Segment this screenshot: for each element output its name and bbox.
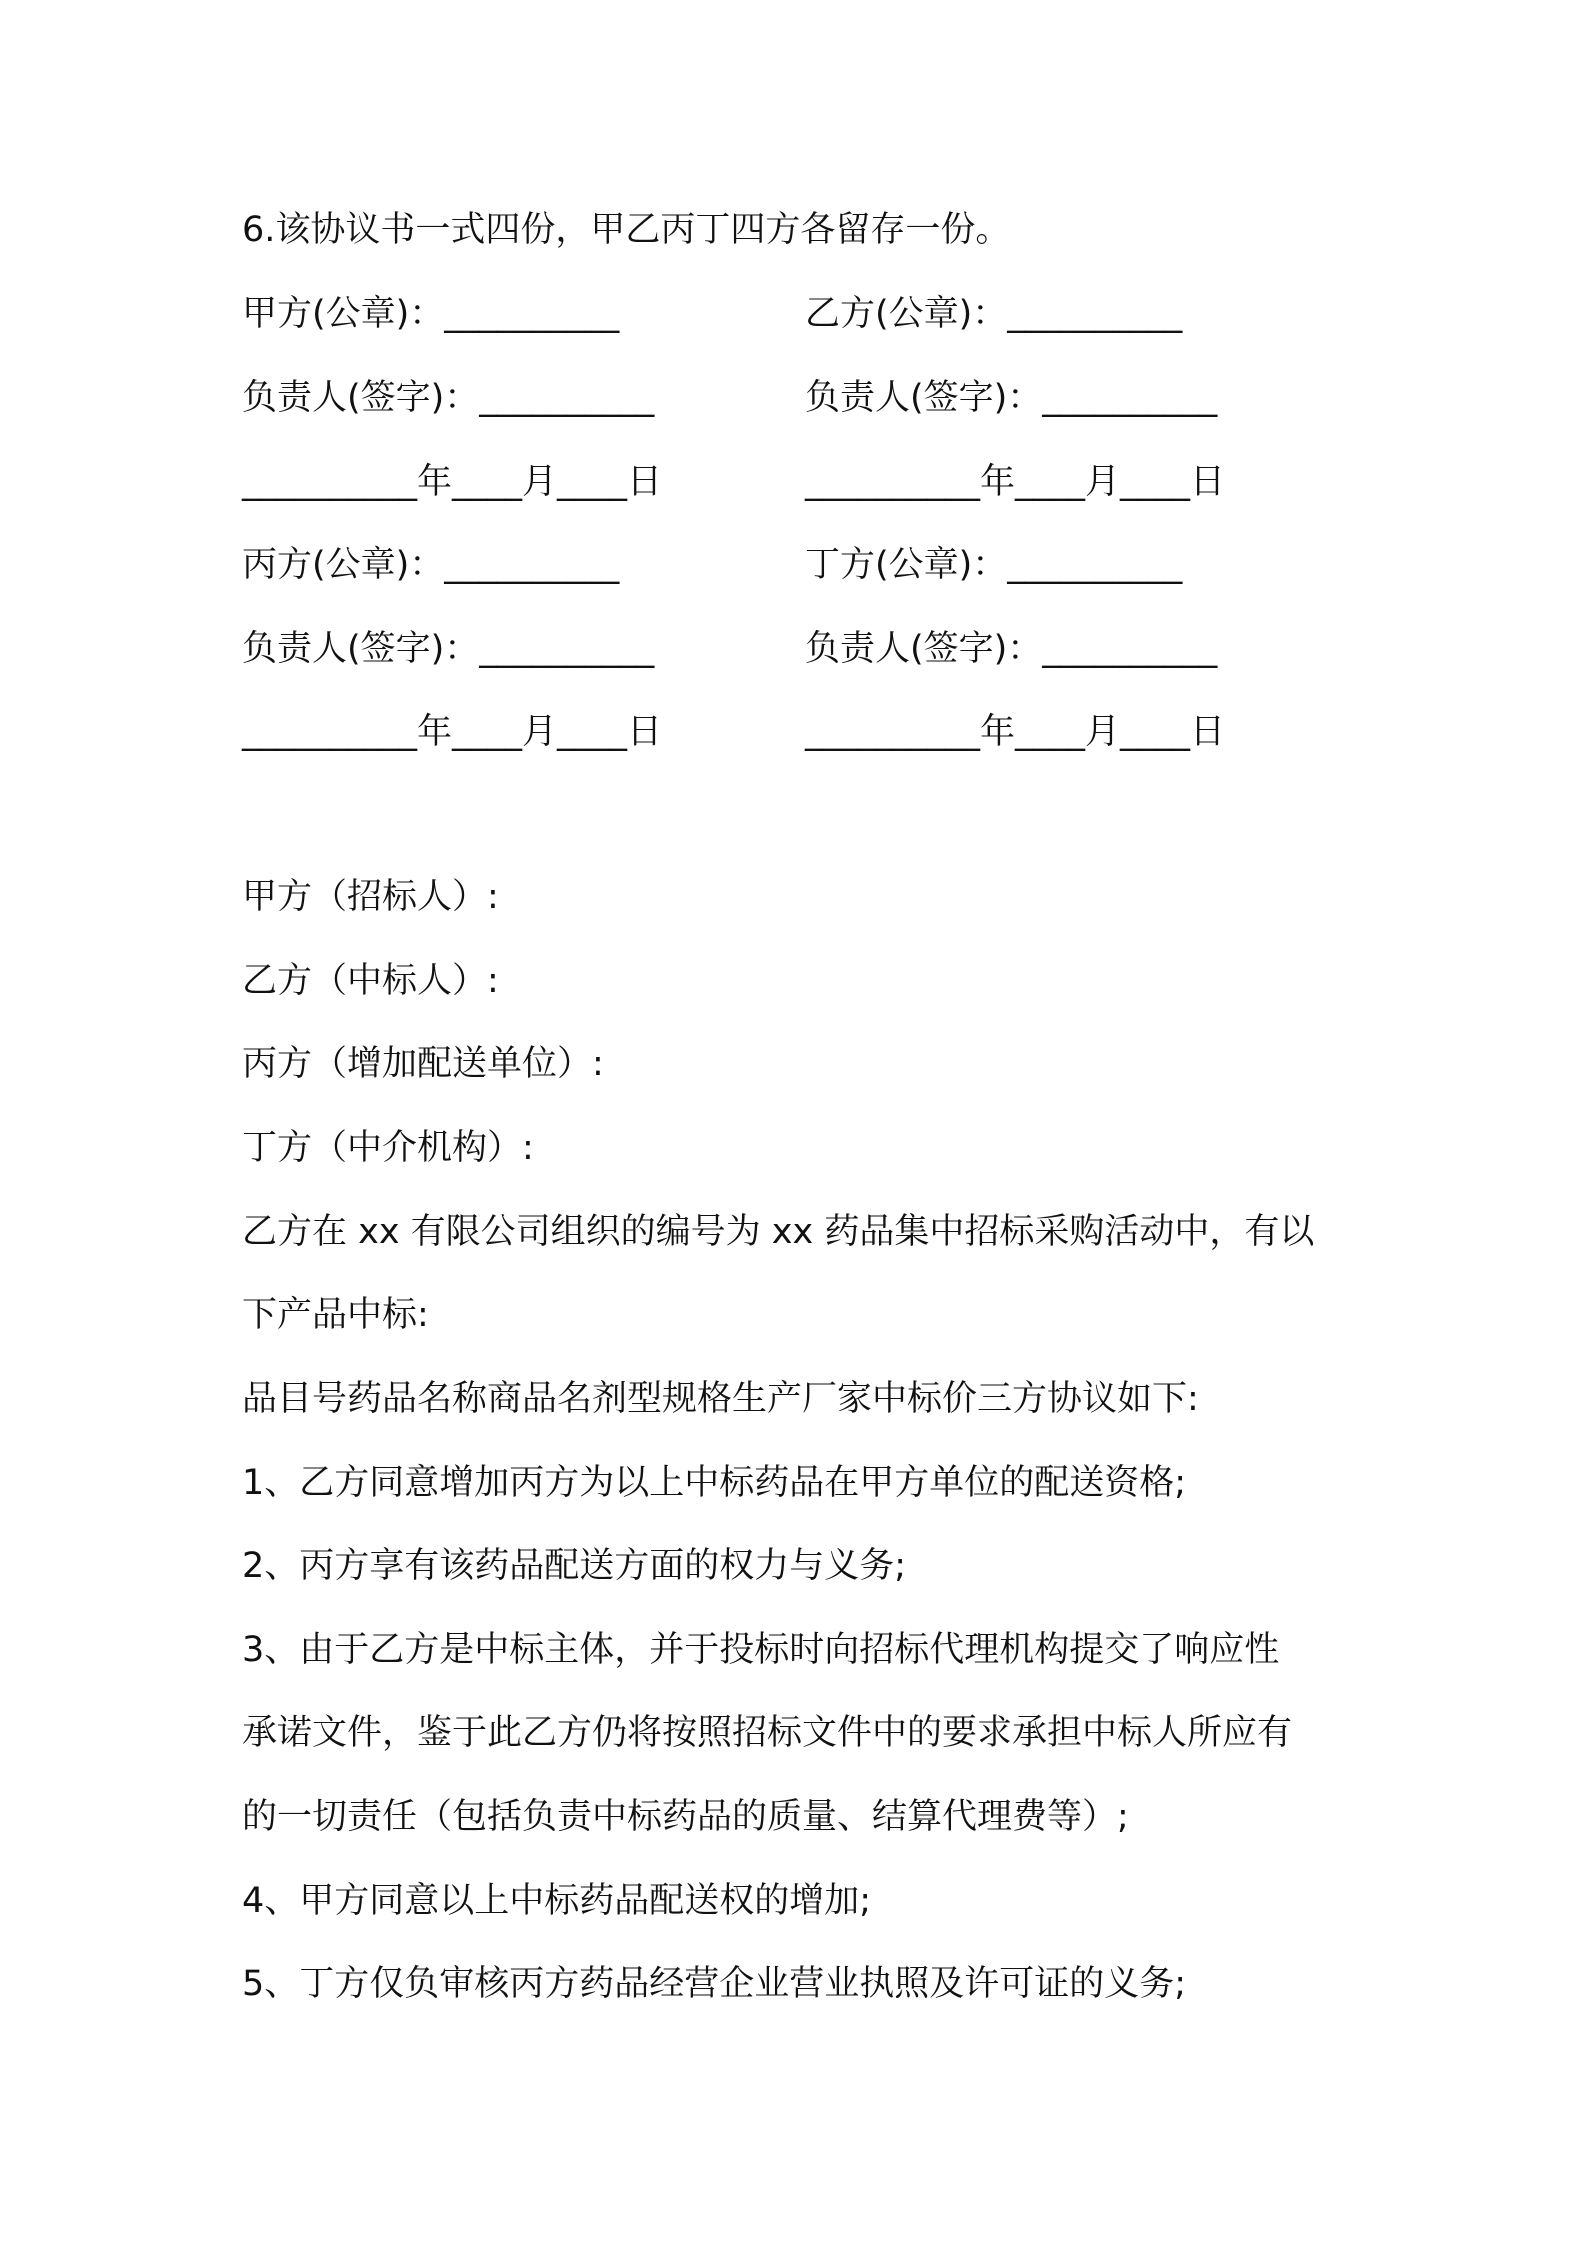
party-c-seal-field: 丙方(公章)：__________ [242,545,620,585]
party-d-signer-field: 负责人(签字)：__________ [805,629,1218,669]
party-a-date-field: __________年____月____日 [242,462,663,502]
party-b-label: 乙方（中标人）: [242,961,499,1001]
party-a-label: 甲方（招标人）: [242,877,499,917]
clause-6-text: 6.该协议书一式四份，甲乙丙丁四方各留存一份。 [242,210,1011,250]
agreement-item-3-line-1: 3、由于乙方是中标主体，并于投标时向招标代理机构提交了响应性 [242,1630,1280,1670]
party-d-date-field: __________年____月____日 [805,712,1226,752]
party-d-label: 丁方（中介机构）: [242,1128,534,1168]
intro-paragraph-line-1: 乙方在 xx 有限公司组织的编号为 xx 药品集中招标采购活动中，有以 [242,1212,1315,1252]
agreement-item-5: 5、丁方仅负审核丙方药品经营企业营业执照及许可证的义务; [242,1964,1187,2004]
agreement-item-2: 2、丙方享有该药品配送方面的权力与义务; [242,1546,907,1586]
agreement-item-1: 1、乙方同意增加丙方为以上中标药品在甲方单位的配送资格; [242,1463,1187,1503]
party-c-signer-field: 负责人(签字)：__________ [242,629,655,669]
party-d-seal-field: 丁方(公章)：__________ [805,545,1183,585]
party-b-signer-field: 负责人(签字)：__________ [805,378,1218,418]
agreement-item-3-line-2: 承诺文件，鉴于此乙方仍将按照招标文件中的要求承担中标人所应有 [242,1713,1293,1753]
party-b-date-field: __________年____月____日 [805,462,1226,502]
party-c-label: 丙方（增加配送单位）: [242,1044,604,1084]
party-a-signer-field: 负责人(签字)：__________ [242,378,655,418]
intro-paragraph-line-2: 下产品中标: [242,1295,429,1335]
party-b-seal-field: 乙方(公章)：__________ [805,294,1183,334]
agreement-item-3-line-3: 的一切责任（包括负责中标药品的质量、结算代理费等）; [242,1797,1129,1837]
party-a-seal-field: 甲方(公章)：__________ [242,294,620,334]
party-c-date-field: __________年____月____日 [242,712,663,752]
agreement-item-4: 4、甲方同意以上中标药品配送权的增加; [242,1881,872,1921]
product-header-text: 品目号药品名称商品名剂型规格生产厂家中标价三方协议如下: [242,1379,1199,1419]
